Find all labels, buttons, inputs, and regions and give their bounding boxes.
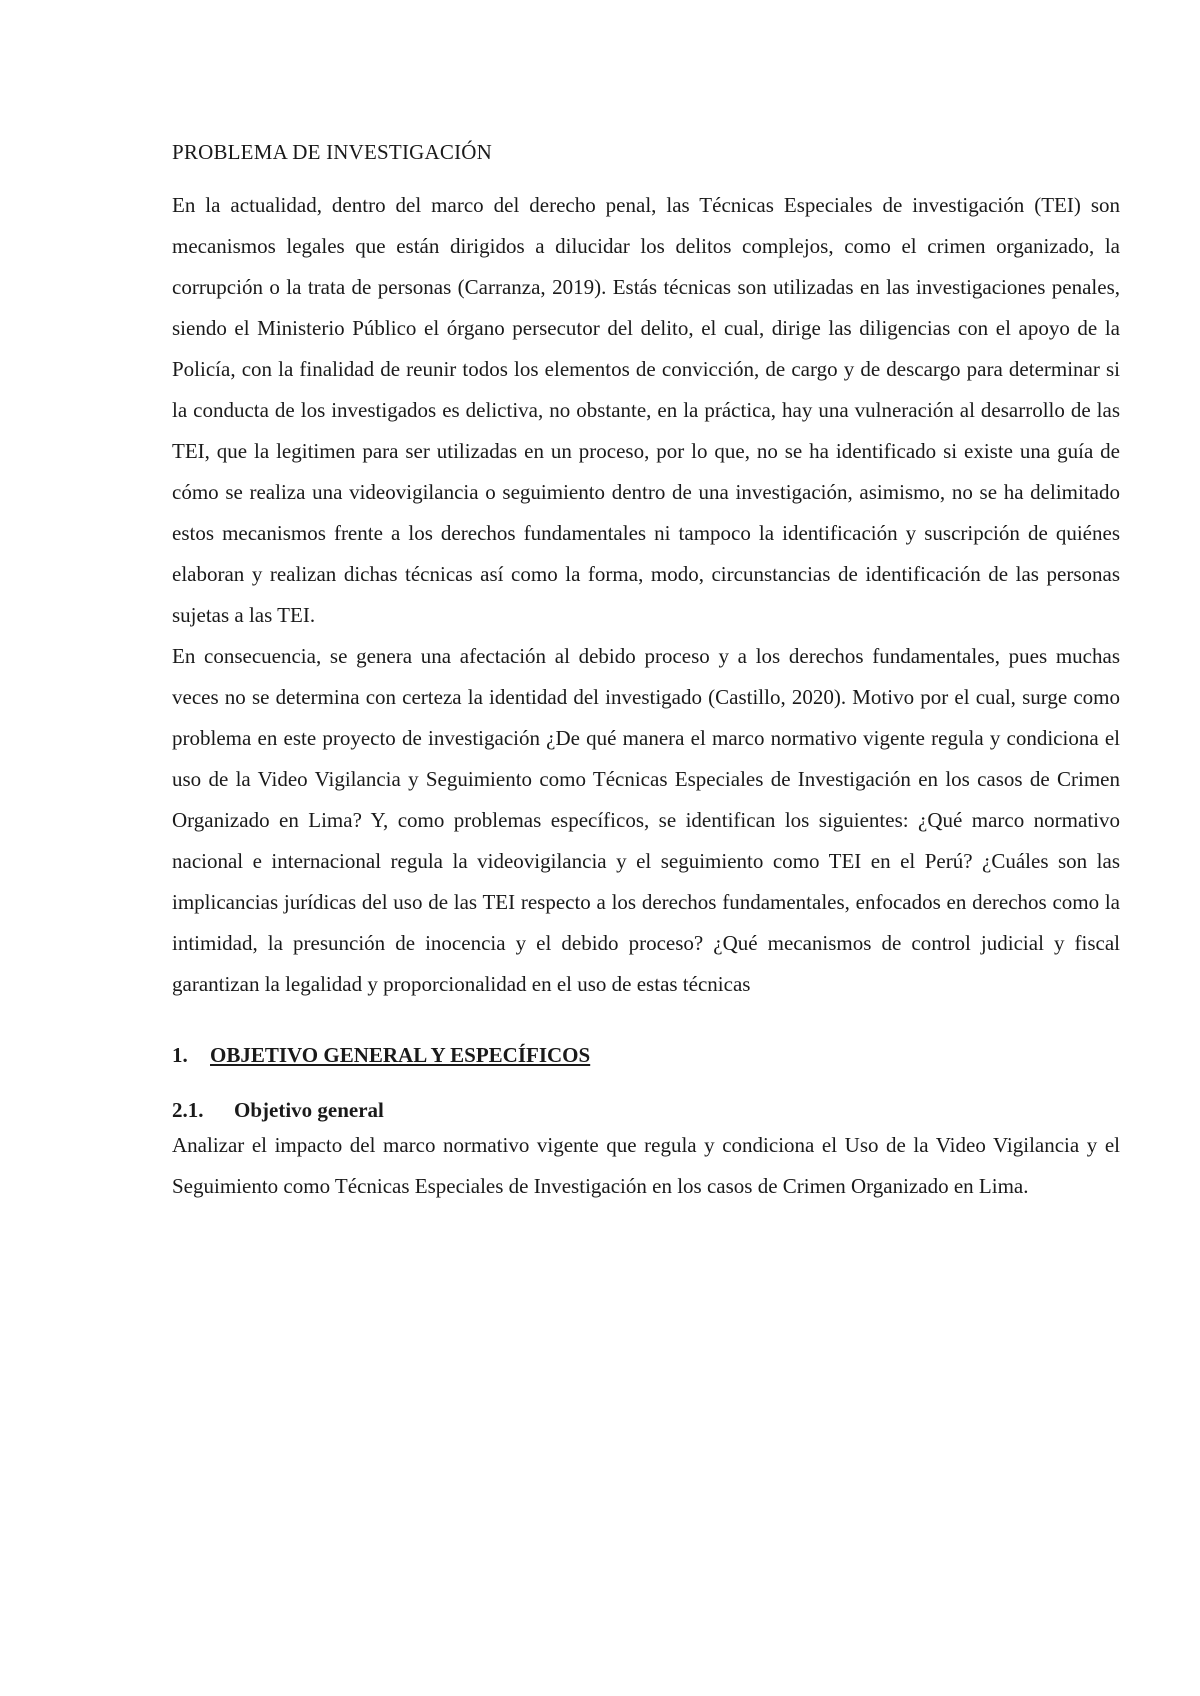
document-page xyxy=(172,140,1120,1207)
section-number: 1. xyxy=(172,1043,188,1067)
document-title: PROBLEMA DE INVESTIGACIÓN xyxy=(172,140,492,164)
general-objective-paragraph: Analizar el impacto del marco normativo vigente que regula y condiciona el Uso de la Video Vigilancia y el Seguimiento como Técnicas Especiales de Investigación en los casos de Crimen Organizado en Lima. xyxy=(172,1133,1120,1198)
subsection-heading-general-objective xyxy=(172,1098,1120,1123)
problem-paragraph-1: En la actualidad, dentro del marco del derecho penal, las Técnicas Especiales de investigación (TEI) son mecanismos legales que están dirigidos a dilucidar los delitos complejos, como el crimen organizado, la corrupción o la trata de personas (Carranza, 2019). Estás técnicas son utilizadas en las investigaciones penales, siendo el Ministerio Público el órgano persecutor del delito, el cual, dirige las diligencias con el apoyo de la Policía, con la finalidad de reunir todos los elementos de convicción, de cargo y de descargo para determinar si la conducta de los investigados es delictiva, no obstante, en la práctica, hay una vulneración al desarrollo de las TEI, que la legitimen para ser utilizadas en un proceso, por lo que, no se ha identificado si existe una guía de cómo se realiza una videovigilancia o seguimiento dentro de una investigación, asimismo, no se ha delimitado estos mecanismos frente a los derechos fundamentales ni tampoco la identificación y suscripción de quiénes elaboran y realizan dichas técnicas así como la forma, modo, circunstancias de identificación de las personas sujetas a las TEI. xyxy=(172,193,1120,627)
section-heading-objectives xyxy=(172,1043,1120,1068)
subsection-number: 2.1. xyxy=(172,1098,204,1122)
section-title: OBJETIVO GENERAL Y ESPECÍFICOS xyxy=(210,1043,591,1067)
subsection-title: Objetivo general xyxy=(234,1098,384,1122)
problem-paragraph-2: En consecuencia, se genera una afectación al debido proceso y a los derechos fundamentales, pues muchas veces no se determina con certeza la identidad del investigado (Castillo, 2020). Motivo por el cual, surge como problema en este proyecto de investigación ¿De qué manera el marco normativo vigente regula y condiciona el uso de la Video Vigilancia y Seguimiento como Técnicas Especiales de Investigación en los casos de Crimen Organizado en Lima? Y, como problemas específicos, se identifican los siguientes: ¿Qué marco normativo nacional e internacional regula la videovigilancia y el seguimiento como TEI en el Perú? ¿Cuáles son las implicancias jurídicas del uso de las TEI respecto a los derechos fundamentales, enfocados en derechos como la intimidad, la presunción de inocencia y el debido proceso? ¿Qué mecanismos de control judicial y fiscal garantizan la legalidad y proporcionalidad en el uso de estas técnicas xyxy=(172,644,1120,996)
